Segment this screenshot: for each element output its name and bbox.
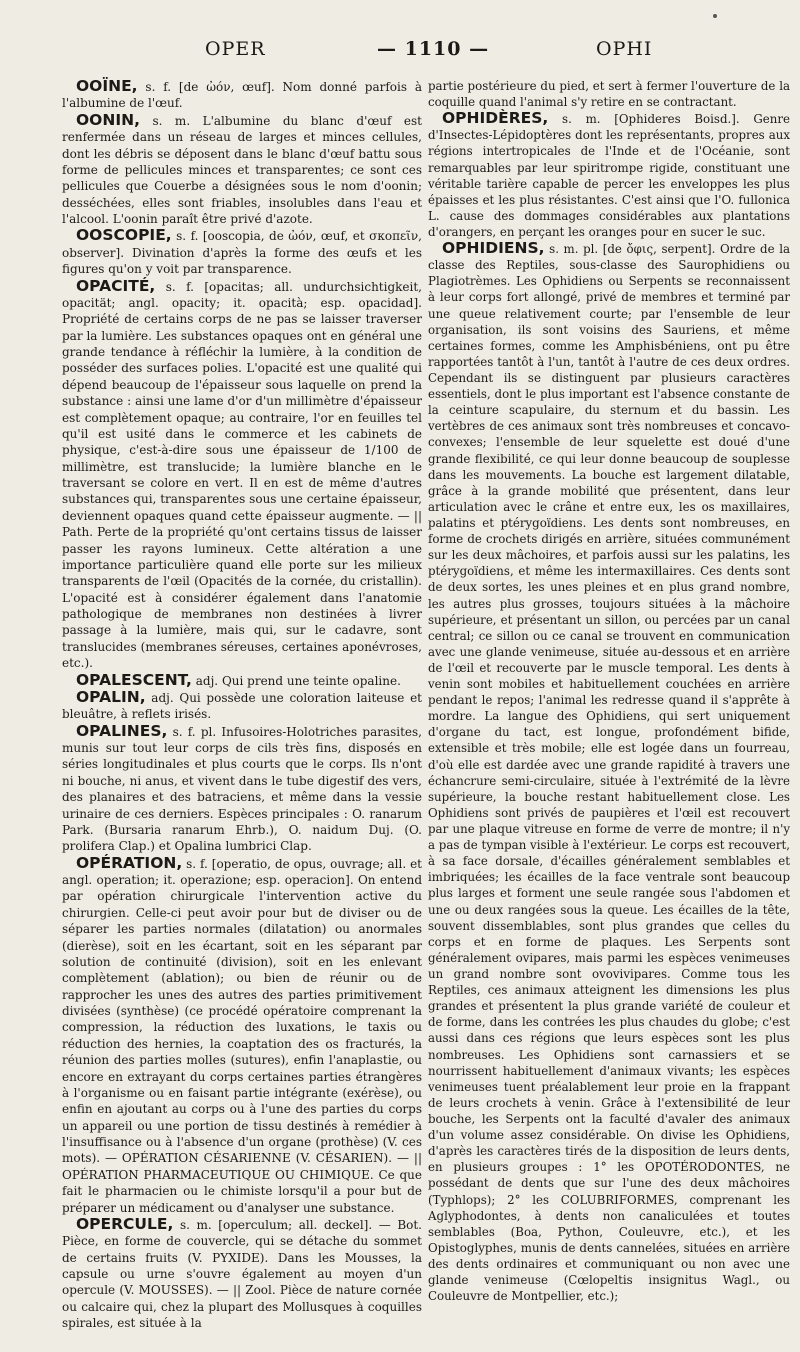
entry-headword: OOSCOPIE, bbox=[76, 226, 172, 245]
entry-text: s. f. pl. Infusoires-Holotriches parasites, munis sur tout leur corps de cils très fins, disposés en séries longitudinales et plus courts que le corps. Ils n'ont ni bouche, ni anus, et vivent dans le tube digestif des vers, des planaires et des batraciens, et même dans la vessie urinaire de ces derniers. Espèces principales : O. ranarum Park. (Bursaria ranarum Ehrb.), O. naidum Duj. (O. prolifera Clap.) et Opalina lumbrici Clap. bbox=[62, 724, 422, 854]
dictionary-entry bbox=[62, 278, 422, 672]
dictionary-entry bbox=[62, 112, 422, 228]
dictionary-entry bbox=[428, 240, 790, 1304]
entry-text: s. m. [operculum; all. deckel]. — Bot. Pièce, en forme de couvercle, qui se détache du sommet de certains fruits (V. PYXIDE). Dans les Mousses, la capsule ou urne s'ouvre également au moyen d'un opercule (V. MOUSSES). — || Zool. Pièce de nature cornée ou calcaire qui, chez la plupart des Mollusques à coquilles spirales, est située à la bbox=[62, 1217, 422, 1331]
entry-text: s. f. [ooscopia, de ὠόν, œuf, et σκοπεῖν, observer]. Divination d'après la forme des œufs et les figures qu'on y voit par transparence. bbox=[62, 229, 422, 277]
entry-headword: OPHIDIENS, bbox=[442, 239, 545, 258]
dictionary-entry bbox=[62, 855, 422, 1216]
running-head-right: OPHI bbox=[596, 38, 653, 60]
dictionary-entry bbox=[428, 78, 790, 110]
entry-text: s. m. [Ophideres Boisd.]. Genre d'Insectes-Lépidoptères dont les représentants, propres aux régions intertropicales de l'Inde et de l'Océanie, sont remarquables par leur spiritrompe rigide, constituant une véritable tarière capable de percer les enveloppes les plus épaisses et les plus résistantes. C'est ainsi que l'O. fullonica L. cause des dommages considérables aux plantations d'orangers, en perçant les oranges pour en sucer le suc. bbox=[428, 112, 790, 239]
entry-text: adj. Qui possède une coloration laiteuse et bleuâtre, à reflets irisés. bbox=[62, 690, 422, 722]
dictionary-entry bbox=[62, 723, 422, 855]
running-head-left: OPER bbox=[205, 38, 266, 60]
entry-headword: OPALINES, bbox=[76, 721, 168, 740]
dictionary-entry bbox=[62, 227, 422, 277]
page-header bbox=[0, 38, 800, 68]
left-column bbox=[62, 78, 422, 1332]
page-number: — 1110 — bbox=[377, 38, 490, 60]
right-column bbox=[428, 78, 790, 1304]
dictionary-entry bbox=[62, 672, 422, 689]
entry-headword: OONIN, bbox=[76, 110, 140, 129]
page-speck bbox=[713, 14, 717, 18]
entry-headword: OPERCULE, bbox=[76, 1214, 174, 1233]
entry-text: s. m. L'albumine du blanc d'œuf est renfermée dans un réseau de larges et minces cellules, dont les débris se déposent dans le blanc d'œuf battu sous forme de pellicules minces et transparentes; ce sont ces pellicules que Couerbe a désignées sous le nom d'oonin; desséchées, elles sont friables, insolubles dans l'eau et l'alcool. L'oonin paraît être privé d'azote. bbox=[62, 113, 422, 226]
entry-text: s. f. [opacitas; all. undurchsichtigkeit, opacität; angl. opacity; it. opacità; esp. opacidad]. Propriété de certains corps de ne pas se laisser traverser par la lumière. Les substances opaques ont en général une grande tendance à réfléchir la lumière, à la condition de posséder des surfaces polies. L'opacité est une qualité qui dépend beaucoup de l'épaisseur sous laquelle on prend la substance : ainsi une lame d'or d'un millimètre d'épaisseur est complètement opaque; au contraire, l'or en feuilles tel qu'il est usité dans le commerce et les cabinets de physique, c'est-à-dire sous une épaisseur de 1/100 de millimètre, est translucide; la lumière blanche en le traversant se colore en vert. Il en est de même d'autres substances qui, transparentes sous une certaine épaisseur, deviennent opaques quand cette épaisseur augmente. — || Path. Perte de la propriété qu'ont certains tissus de laisser passer les rayons lumineux. Cette altération a une importance particulière quand elle porte sur les milieux transparents de l'œil (Opacités de la cornée, du cristallin). L'opacité est à considérer également dans l'anatomie pathologique de membranes non destinées à livrer passage à la lumière, mais qui, sur le cadavre, sont translucides (membranes séreuses, certaines aponévroses, etc.). bbox=[62, 279, 422, 671]
dictionary-entry bbox=[62, 1216, 422, 1332]
entry-headword: OPACITÉ, bbox=[76, 276, 156, 295]
entry-text: s. f. [operatio, de opus, ouvrage; all. et angl. operation; it. operazione; esp. operacion]. On entend par opération chirurgicale l'intervention active du chirurgien. Celle-ci peut avoir pour but de diviser ou de séparer les parties normales (dilatation) ou anormales (dierèse), soit en les écartant, soit en les séparant par solution de continuité (division), soit en les enlevant complètement (ablation); ou bien de réunir ou de rapprocher les unes des autres des parties primitivement divisées (synthèse) (ce procédé opératoire comprenant la compression, la réduction des luxations, le taxis ou réduction des hernies, la coaptation des os fracturés, la réunion des parties molles (sutures), enfin l'anaplastie, ou encore en extrayant du corps certaines parties étrangères à l'organisme ou en faisant partie intégrante (exérèse), ou enfin en ajoutant au corps ou à l'une des parties du corps un appareil ou une portion de tissu destinés à remédier à l'insuffisance ou à l'absence d'un organe (prothèse) (V. ces mots). — OPÉRATION CÉSARIENNE (V. CÉSARIEN). — || OPÉRATION PHARMACEUTIQUE OU CHIMIQUE. Ce que fait le pharmacien ou le chimiste lorsqu'il a pour but de préparer un médicament ou d'analyser une substance. bbox=[62, 856, 422, 1215]
dictionary-entry bbox=[428, 110, 790, 240]
entry-headword: OPALESCENT, bbox=[76, 670, 192, 689]
dictionary-entry bbox=[62, 78, 422, 112]
entry-headword: OPALIN, bbox=[76, 687, 146, 706]
entry-headword: OOÏNE, bbox=[76, 77, 138, 95]
entry-headword: OPÉRATION, bbox=[76, 853, 183, 872]
entry-text: partie postérieure du pied, et sert à fermer l'ouverture de la coquille quand l'animal s'y retire en se contractant. bbox=[428, 79, 790, 110]
entry-text: s. m. pl. [de ὄφις, serpent]. Ordre de la classe des Reptiles, sous-classe des Saurophidiens ou Plagiotrèmes. Les Ophidiens ou Serpents se reconnaissent à leur corps fort allongé, privé de membres et terminé par une queue relativement courte; par l'ensemble de leur organisation, ils sont voisins des Sauriens, et même certaines formes, comme les Amphisbéniens, ont pu être rapportées tantôt à l'un, tantôt à l'autre de ces deux ordres. Cependant ils se distinguent par plusieurs caractères essentiels, dont le plus important est l'absence constante de la ceinture scapulaire, du sternum et du bassin. Les vertèbres de ces animaux sont très nombreuses et concavo-convexes; l'ensemble de leur squelette est doué d'une grande flexibilité, ce qui leur donne beaucoup de souplesse dans les mouvements. La bouche est largement dilatable, grâce à la grande mobilité que présentent, dans leur articulation avec le crâne et entre eux, les os maxillaires, palatins et ptérygoïdiens. Les dents sont nombreuses, en forme de crochets dirigés en arrière, situées communément sur les deux mâchoires, et parfois aussi sur les palatins, les ptérygoïdiens, et même les intermaxillaires. Ces dents sont de deux sortes, les unes pleines et en plus grand nombre, les autres plus grosses, toujours situées à la mâchoire supérieure, et présentant un sillon, ou percées par un canal central; ce sillon ou ce canal se trouvent en communication avec une glande venimeuse, située au-dessous et en arrière de l'œil et recouverte par le muscle temporal. Les dents à venin sont mobiles et habituellement couchées en arrière pendant le repos; l'animal les redresse quand il s'apprête à mordre. La langue des Ophidiens, qui sert uniquement d'organe du tact, est longue, profondément bifide, extensible et très mobile; elle est logée dans un fourreau, d'où elle est dardée avec une grande rapidité à travers une échancrure semi-circulaire, située à l'extrémité de la lèvre supérieure, la bouche restant habituellement close. Les Ophidiens sont privés de paupières et l'œil est recouvert par une plaque vitreuse en forme de verre de montre; il n'y a pas de tympan visible à l'extérieur. Le corps est recouvert, à sa face dorsale, d'écailles généralement semblables et imbriquées; les écailles de la face ventrale sont beaucoup plus larges et forment une seule rangée sous l'abdomen et une ou deux rangées sous la queue. Les écailles de la tête, souvent dissemblables, sont plus grandes que celles du corps et en forme de plaques. Les Serpents sont généralement ovipares, mais parmi les espèces venimeuses un grand nombre sont ovovivipares. Comme tous les Reptiles, ces animaux atteignent les dimensions les plus grandes et présentent la plus grande variété de couleur et de forme, dans les contrées les plus chaudes du globe; c'est aussi dans ces régions que leurs espèces sont les plus nombreuses. Les Ophidiens sont carnassiers et se nourrissent habituellement d'animaux vivants; les espèces venimeuses tuent préalablement leur proie en la frappant de leurs crochets à venin. Grâce à l'extensibilité de leur bouche, les Serpents ont la faculté d'avaler des animaux d'un volume assez considérable. On divise les Ophidiens, d'après les caractères tirés de la disposition de leurs dents, en plusieurs groupes : 1° les OPOTÉRODONTES, ne possédant de dents que sur l'une des deux mâchoires (Typhlops); 2° les COLUBRIFORMES, comprenant les Aglyphodontes, à dents non canaliculées et toutes semblables (Boa, Python, Couleuvre, etc.), et les Opistoglyphes, munis de dents cannelées, situées en arrière des dents ordinaires et communiquant ou non avec une glande venimeuse (Cœlopeltis insignitus Wagl., ou Couleuvre de Montpellier, etc.); bbox=[428, 242, 790, 1304]
entry-headword: OPHIDÈRES, bbox=[442, 109, 549, 128]
entry-text: s. f. [de ὠόν, œuf]. Nom donné parfois à l'albumine de l'œuf. bbox=[62, 80, 422, 111]
entry-text: adj. Qui prend une teinte opaline. bbox=[191, 673, 401, 688]
dictionary-entry bbox=[62, 689, 422, 723]
